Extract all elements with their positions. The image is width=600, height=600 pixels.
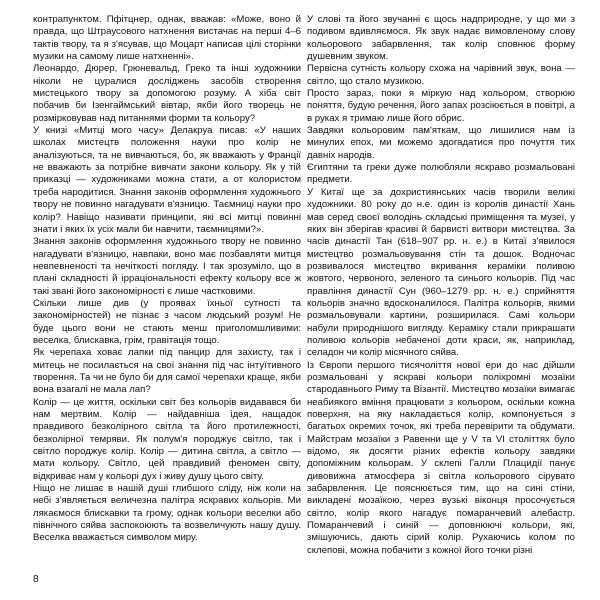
paragraph: Завдяки кольоровим пам'яткам, що лишилися нам із минулих епох, ми можемо здогадатися про почуття тих давніх народів.: [307, 125, 575, 161]
paragraph: Єгиптяни та греки дуже полюбляли яскраво розмальовані предмети.: [307, 162, 575, 186]
page-number: 8: [33, 574, 39, 585]
paragraph: контрапунктом. Пфітцнер, однак, вважав: «Може, воно й правда, що Штраусового натхнення вистачає на перші 4–6 тактів твору, та я з'ясував, що Моцарт написав цілі сторінки музики на самому лише натхненні».: [33, 14, 301, 63]
paragraph: Як черепаха ховає лапки під панцир для захисту, так і митець не посилається на свої знання під час інтуїтивного творення. Та чи не було би для самої черепахи краще, якби вона взагалі не мала лап?: [33, 347, 301, 396]
paragraph: Скільки лише див (у проявах їхньої сутності та закономірностей) не пізнає з часом людський розум! Не буде цього вони не стають менш приголомшливими: веселка, блискавка, грім, гравітація тощо.: [33, 297, 301, 346]
paragraph: Колір — це життя, оскільки світ без кольорів видавався би нам мертвим. Колір — найдавніша ідея, нащадок правдивого безколірного світла та його протилежності, безколірної темряви. Як полум'я породжує світло, так і світло породжує колір. Колір — дитина світла, а світло — мати кольору. Світло, цей правдивий феномен світу, відкриває нам у кольорі дух і живу душу цього світу.: [33, 396, 301, 482]
paragraph: Просто зараз, поки я міркую над кольором, створюю поняття, будую речення, його запах розсіюється в повітрі, а в руках я тримаю лише його обрис.: [307, 88, 575, 124]
right-column: [307, 14, 575, 557]
paragraph: Леонардо, Дюрер, Грюневальд, Греко та інші художники ніколи не цуралися досліджень засобів створення мистецького твору за допомогою розуму. А хіба світ побачив би Ізенгаймський вівтар, якби його творець не розмірковував над питаннями форми та кольору?: [33, 63, 301, 124]
left-column: [33, 14, 301, 545]
paragraph: Ніщо не лишає в нашій душі глибшого сліду, ніж коли на небі з'являється величезна палітра яскравих кольорів. Ми лякаємося блискавки та грому, однак кольори веселки або північного сяйва заспокоюють та возвеличують нашу душу. Веселка вважається символом миру.: [33, 483, 301, 544]
paragraph: Із Європи першого тисячоліття нової ери до нас дійшли розмальовані у яскраві кольори поліхромні мозаїки стародавнього Риму та Візантії. Мистецтво мозаїки вимагає неабиякого вміння працювати з кольором, оскільки кожна поверхня, на яку накладається колір, компонується з багатьох окремих точок, які треба перевірити та обдумати. Майстрам мозаїки з Равенни ще у V та VI століттях було відомо, як досягти різних ефектів кольору завдяки допоміжним кольорам. У склепі Галли Плацидії панує дивовижна атмосфера зі світла кольорового сірувато забарвлення. Це пояснюється тим, що на сині стіни, викладені мозаїкою, через вузькі віконця просочується світло, колір якого нагадує помаранчевий алебастр. Помаранчевий і синій — доповнюючі кольори, які, змішуючись, дають сірий колір. Рухаючись колом по склепові, можна побачити з кожної його точки різні: [307, 359, 575, 556]
paragraph: У книзі «Митці мого часу» Делакруа писав: «У наших школах мистецтв положення науки про колір не аналізуються, та не вивчаються, бо, як вважають у Франції не вважають за потрібне вивчати закони кольору. Як у тій приказці — художниками можна стати, а от колористом треба народитися. Знання законів оформлення художнього твору не повинно нагадувати в'язницю. Таємниці науки про колір? Навіщо називати принципи, які всі митці повинні знати і яких їх усіх мали би навчити, таємницями?».: [33, 125, 301, 235]
paragraph: У Китаї ще за дохристиянських часів творили великі художники. 80 року до н.е. один із королів династії Хань мав серед своєї володінь складські приміщення та музеї, у яких він зберігав красиві й барвисті витвори мистецтва. За часів династії Тан (618–907 рр. н. е.) в Китаї з'явилося мистецтво розмальовування стін та дошок. Водночас розвивалося мистецтво вкривання кераміки поливою жовтого, червоного, зеленого та синього кольорів. Під час правління династії Сун (960–1279 рр. н. е.) сприйняття кольорів значно вдосконалилося. Палітра кольорів, якими розмальовували картини, розширилася. Самі кольори набули природнішого вигляду. Кераміку стали прикрашати поливою кольорів небаченої доти краси, як, наприклад, селадон чи колір місячного сяйва.: [307, 186, 575, 359]
paragraph: Первісна сутність кольору схожа на чарівний звук, вона — світло, що стало музикою.: [307, 63, 575, 87]
paragraph: Знання законів оформлення художнього твору не повинно нагадувати в'язницю, навпаки, воно має позбавляти митця невпевненості та нечіткості погляду. І так зрозуміло, що в плані складності й ірраціональності ефекту кольору все ж такі звані його закономірності є лише частковими.: [33, 236, 301, 297]
paragraph: У слові та його звучанні є щось надприродне, у що ми з подивом вдивляємося. Як звук надає вимовленому слову кольорового забарвлення, так колір сповнює форму душевним звуком.: [307, 14, 575, 63]
